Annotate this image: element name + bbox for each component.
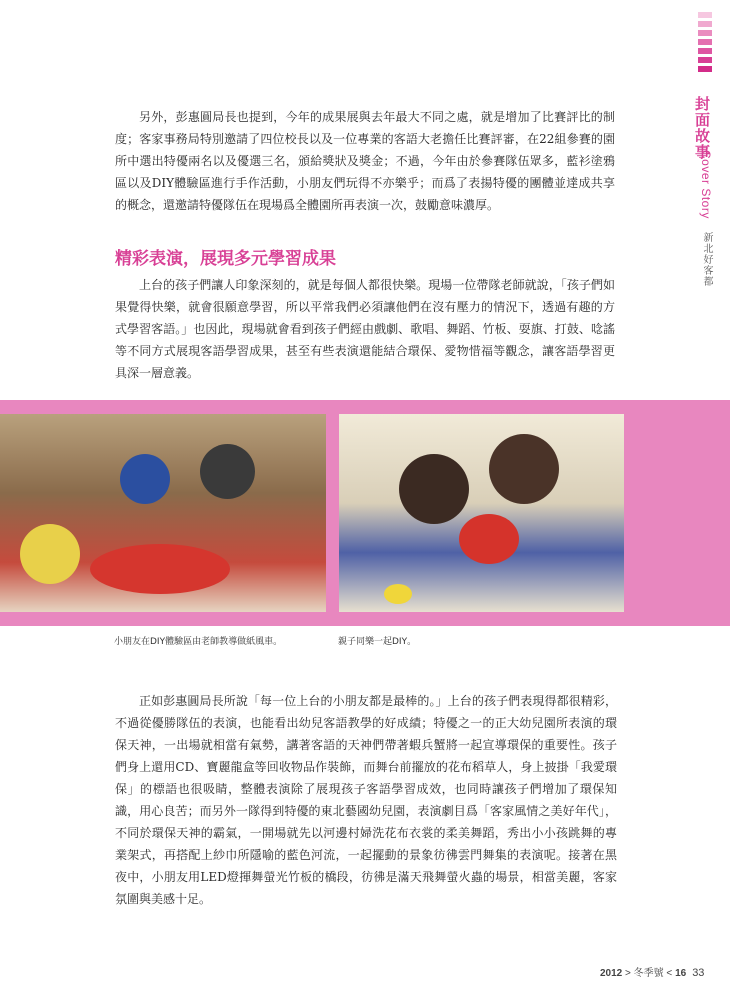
decorative-bars (698, 12, 712, 75)
footer-separator: > (622, 968, 634, 979)
photo-parent-child-diy (339, 414, 624, 612)
footer-separator: < (663, 968, 676, 979)
page-number: 33 (692, 967, 705, 979)
section-subtitle: 新北好客都 (701, 232, 712, 287)
section-heading: 精彩表演，展現多元學習成果 (115, 249, 336, 269)
footer-season: 冬季號 (633, 968, 664, 979)
paragraph-performances: 上台的孩子們讓人印象深刻的，就是每個人都很快樂。現場一位帶隊老師就說，「孩子們如果覺得快樂，就會很願意學習，所以平常我們必須讓他們在沒有壓力的情況下，透過有趣的方式學習客語。」也因此，現場就會看到孩子們經由戲劇、歌唱、舞蹈、竹板、耍旗、打鼓、唸謠等不同方式展現客語學習成果，甚至有些表演還能結合環保、愛物惜福等觀念，讓客語學習更具深一層意義。 (115, 278, 615, 380)
paragraph-intro: 另外，彭惠圓局長也提到，今年的成果展與去年最大不同之處，就是增加了比賽評比的制度；客家事務局特別邀請了四位校長以及一位專業的客語大老擔任比賽評審，在22組參賽的園所中選出特優兩名以及優選三名，頒給獎狀及獎金；不過，今年由於參賽隊伍眾多，藍衫塗鴉區以及DIY體驗區進行手作活動，小朋友們玩得不亦樂乎；而爲了表揚特優的團體並達成共享的概念，還邀請特優隊伍在現場爲全體園所再表演一次，鼓勵意味濃厚。 (115, 110, 615, 212)
photo-caption-left: 小朋友在DIY體驗區由老師教導做紙風車。 (114, 637, 283, 647)
footer-year: 2012 (600, 968, 623, 979)
photo-diy-pinwheel (0, 414, 326, 612)
section-title-cn: 封面故事 (693, 96, 711, 160)
photo-caption-right: 親子同樂一起DIY。 (338, 637, 417, 647)
footer-issue: 16 (675, 968, 687, 979)
paragraph-winners: 正如彭惠圓局長所說「每一位上台的小朋友都是最棒的。」上台的孩子們表現得都很精彩，不過從優勝隊伍的表演，也能看出幼兒客語教學的好成績；特優之一的正大幼兒園所表演的環保天神，一出場就相當有氣勢，講著客語的天神們帶著蝦兵蟹將一起宣導環保的重要性。孩子們身上還用CD、寶麗龍盒等回收物品作裝飾，而舞台前擺放的花布稻草人，身上披掛「我愛環保」的標語也很吸睛，整體表演除了展現孩子客語學習成效，也同時讓孩子們增加了環保知識，用心良苦；而另外一隊得到特優的東北藝國幼兒園，表演劇目爲「客家風情之美好年代」，不同於環保天神的霸氣，一開場就先以河邊村婦洗花布衣裳的柔美舞蹈，秀出小小孩跳舞的專業架式，再搭配上紗巾所隱喻的藍色河流，一起擺動的景象彷彿雲門舞集的表演呢。接著在黑夜中，小朋友用LED燈揮舞螢光竹板的橋段，彷彿是滿天飛舞螢火蟲的場景，相當美麗，客家氛圍與美感十足。 (115, 694, 617, 906)
section-title-en: Cover Story (699, 150, 713, 219)
page-footer (600, 964, 704, 979)
